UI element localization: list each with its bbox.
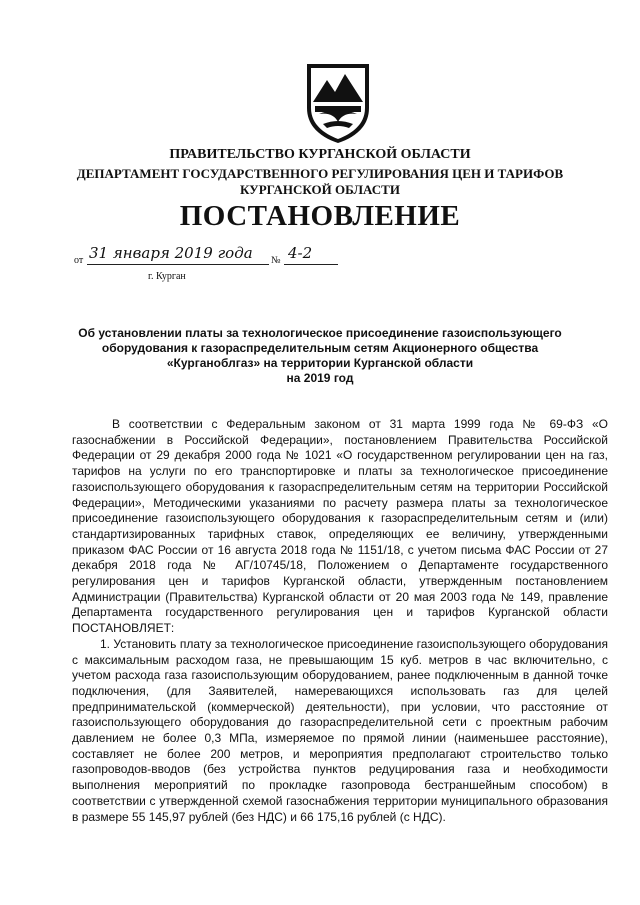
preamble-paragraph: В соответствии с Федеральным законом от 31 марта 1999 года № 69-ФЗ «О газоснабжении в Российской Федерации», постановлением Правительства Российской Федерации от 29 декабря 2000 года № 1021 «О государственном регулировании цен на газ, тарифов на услуги по его транспортировке и платы за технологическое присоединение газоиспользующего оборудования к газораспределительным сетям на территории Российской Федерации», Методическими указаниями по расчету размера платы за технологическое присоединение газоиспользующего оборудования к газораспределительным сетям и (или) стандартизированных тарифных ставок, определяющих ее величину, утвержденными приказом ФАС России от 16 августа 2018 года № 1151/18, с учетом письма ФАС России от 27 декабря 2018 года № АГ/10745/18, Положением о Департаменте государственного регулирования цен и тарифов Курганской области, утвержденным постановлением Администрации (Правительства) Курганской области от 20 мая 2003 года № 149, правление Департамента государственного регулирования цен и тарифов Курганской области ПОСТАНОВЛЯЕТ: bbox=[72, 417, 608, 636]
city-label: г. Курган bbox=[148, 271, 186, 282]
document-number: 4-2 bbox=[284, 242, 338, 265]
department-title-line2: КУРГАНСКОЙ ОБЛАСТИ bbox=[240, 182, 400, 197]
document-body bbox=[72, 417, 608, 825]
subject-line1: Об установлении платы за технологическое присоединение газоиспользующего bbox=[78, 326, 562, 340]
subject-line2: оборудования к газораспределительным сетям Акционерного общества bbox=[101, 341, 539, 355]
number-label: № bbox=[271, 255, 281, 266]
department-title bbox=[60, 166, 580, 198]
government-title: ПРАВИТЕЛЬСТВО КУРГАНСКОЙ ОБЛАСТИ bbox=[169, 147, 471, 162]
document-type-title: ПОСТАНОВЛЕНИЕ bbox=[179, 200, 461, 232]
coat-of-arms-icon bbox=[303, 62, 373, 144]
date-number-line bbox=[70, 243, 370, 271]
from-label: от bbox=[74, 255, 84, 266]
department-title-line1: ДЕПАРТАМЕНТ ГОСУДАРСТВЕННОГО РЕГУЛИРОВАНИЯ ЦЕН И ТАРИФОВ bbox=[76, 166, 564, 181]
document-date: 31 января 2019 года bbox=[87, 242, 269, 265]
subject-line3: «Курганоблгаз» на территории Курганской области bbox=[166, 356, 474, 370]
document-subject bbox=[60, 326, 580, 386]
item-1-paragraph: 1. Установить плату за технологическое присоединение газоиспользующего оборудования с максимальным расходом газа, не превышающим 15 куб. метров в час включительно, с учетом расхода газа газоиспользующим оборудованием, ранее подключенным в данной точке подключения, (для Заявителей, намеревающихся использовать газ для целей предпринимательской (коммерческой) деятельности), при условии, что расстояние от газоиспользующего оборудования до газораспределительной сети с проектным рабочим давлением не более 0,3 МПа, измеряемое по прямой линии (наименьшее расстояние), составляет не более 200 метров, и мероприятия предполагают строительство только газопроводов-вводов (без устройства пунктов редуцирования газа и необходимости выполнения мероприятий по прокладке газопровода бестраншейным способом) в соответствии с утвержденной схемой газоснабжения территории муниципального образования в размере 55 145,97 рублей (без НДС) и 66 175,16 рублей (с НДС). bbox=[72, 636, 608, 824]
subject-line4: на 2019 год bbox=[286, 371, 354, 385]
